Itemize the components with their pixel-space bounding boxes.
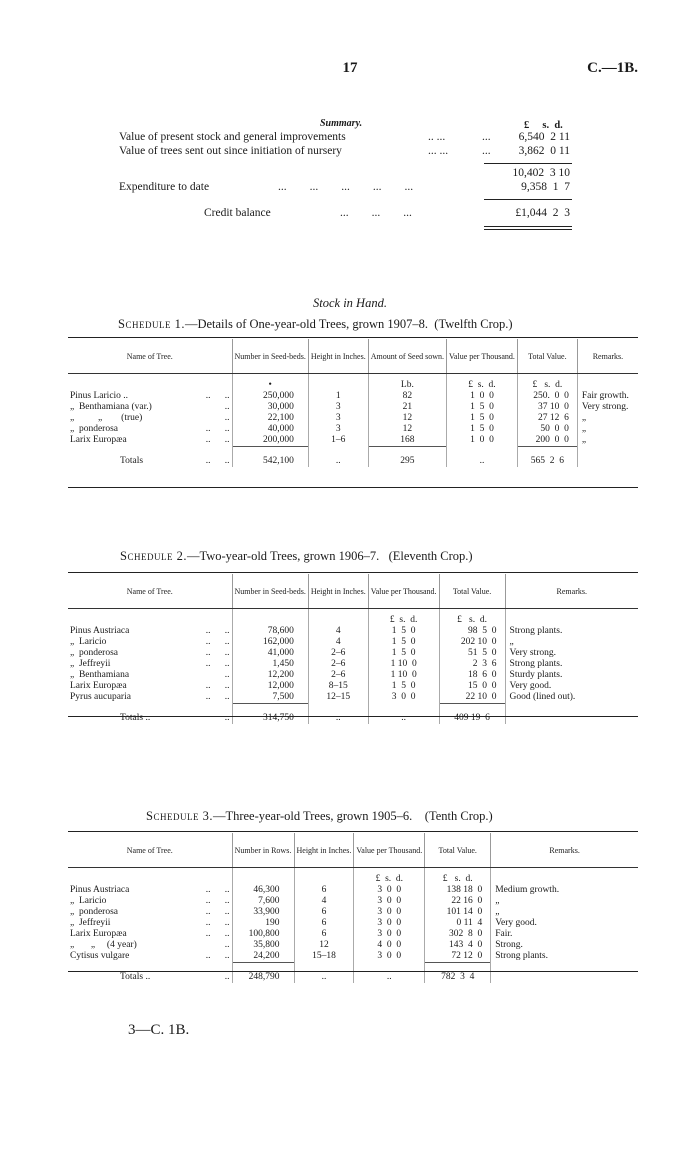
height-cell: 2–6 xyxy=(308,659,368,670)
height-cell: 3 xyxy=(308,413,368,424)
expenditure-label: Expenditure to date xyxy=(119,181,210,193)
table-row xyxy=(68,929,638,940)
column-header: Total Value. xyxy=(425,833,491,868)
total-cell: 302 8 0 xyxy=(425,929,491,940)
number-cell: 190 xyxy=(232,918,294,929)
table-row xyxy=(68,391,638,402)
tree-name xyxy=(68,896,232,907)
unit-label: £ s. d. xyxy=(425,868,491,886)
tree-name xyxy=(68,626,232,637)
value-cell: 3 0 0 xyxy=(354,918,425,929)
summary-row-label: Value of present stock and general improvements xyxy=(119,131,346,143)
remarks-cell: „ xyxy=(577,413,638,424)
total-cell: 15 0 0 xyxy=(439,681,505,692)
height-cell: 2–6 xyxy=(308,648,368,659)
number-cell: 46,300 xyxy=(232,885,294,896)
schedule-1-top-rule xyxy=(68,337,638,338)
totals-label: Totals .. xyxy=(120,971,151,982)
remarks-cell: Very strong. xyxy=(577,402,638,413)
totals-label: Totals .. xyxy=(120,712,151,723)
height-cell: 6 xyxy=(294,907,354,918)
total-cell: 202 10 0 xyxy=(439,637,505,648)
double-rule-top xyxy=(484,226,572,227)
table-row xyxy=(68,659,638,670)
number-cell: 100,800 xyxy=(232,929,294,940)
amount-cell: 12 xyxy=(368,424,446,435)
total-number: 542,100 xyxy=(232,447,308,468)
column-header: Remarks. xyxy=(505,574,638,609)
table-row xyxy=(68,940,638,951)
summary-rule xyxy=(484,199,572,200)
tree-name xyxy=(68,951,232,963)
total-value: .. xyxy=(447,447,518,468)
tree-name-label: Pinus Laricio .. xyxy=(70,391,129,401)
column-header: Remarks. xyxy=(491,833,638,868)
amount-cell: 21 xyxy=(368,402,446,413)
tree-name xyxy=(68,885,232,896)
column-header: Name of Tree. xyxy=(68,574,232,609)
schedule-2-top-rule xyxy=(68,572,638,573)
number-cell: 250,000 xyxy=(232,391,308,402)
tree-name xyxy=(68,648,232,659)
height-cell: 12–15 xyxy=(308,692,368,704)
schedule-1-table xyxy=(68,339,638,467)
column-header: Height in Inches. xyxy=(308,574,368,609)
units-row xyxy=(68,374,638,392)
number-cell: 78,600 xyxy=(232,626,308,637)
summary-row-leader: .. ... xyxy=(428,131,446,143)
table-row xyxy=(68,626,638,637)
summary-dots: ... xyxy=(482,131,491,143)
total-cell: 50 0 0 xyxy=(517,424,577,435)
value-cell: 3 0 0 xyxy=(354,907,425,918)
leader-dots: .. .. xyxy=(205,391,230,401)
number-cell: 40,000 xyxy=(232,424,308,435)
column-header: Height in Inches. xyxy=(294,833,354,868)
table-header-row xyxy=(68,833,638,868)
schedule-2-bottom-rule xyxy=(68,716,638,717)
remarks-cell: „ xyxy=(491,896,638,907)
column-header: Amount of Seed sown. xyxy=(368,339,446,374)
leader-dots: .. .. xyxy=(205,659,230,669)
expenditure-amount: 9,358 1 7 xyxy=(521,181,570,193)
unit-label: £ s. d. xyxy=(447,374,518,392)
table-row xyxy=(68,681,638,692)
height-cell: 4 xyxy=(308,637,368,648)
value-cell: 1 5 0 xyxy=(447,413,518,424)
tree-name-label: Cytisus vulgare xyxy=(70,951,130,961)
value-cell: 1 0 0 xyxy=(447,435,518,447)
tree-name xyxy=(68,907,232,918)
schedule-2-title: Schedule 2.—Two-year-old Trees, grown 1906–7. (Eleventh Crop.) xyxy=(120,549,473,563)
total-cell: 72 12 0 xyxy=(425,951,491,963)
value-cell: 1 5 0 xyxy=(368,626,439,637)
tree-name xyxy=(68,659,232,670)
tree-name-label: Larix Europæa xyxy=(70,681,127,691)
total-cell: 27 12 6 xyxy=(517,413,577,424)
unit-label: £ s. d. xyxy=(517,374,577,392)
totals-row xyxy=(68,704,638,725)
value-cell: 1 5 0 xyxy=(447,424,518,435)
total-cell: 0 11 4 xyxy=(425,918,491,929)
amount-cell: 12 xyxy=(368,413,446,424)
remarks-cell: Strong plants. xyxy=(491,951,638,963)
totals-label: Totals xyxy=(120,455,144,466)
total-height: .. xyxy=(308,447,368,468)
table-row xyxy=(68,692,638,704)
number-cell: 30,000 xyxy=(232,402,308,413)
leader-dots: .. .. xyxy=(205,907,230,917)
table-row xyxy=(68,896,638,907)
column-header: Total Value. xyxy=(517,339,577,374)
leader-dots: .. .. xyxy=(205,626,230,636)
remarks-cell: Strong plants. xyxy=(505,659,638,670)
table-row xyxy=(68,951,638,963)
number-cell: 1,450 xyxy=(232,659,308,670)
footer-signature: 3—C. 1B. xyxy=(128,1022,190,1038)
credit-leader: ... ... ... xyxy=(340,207,412,219)
leader-dots: .. .. xyxy=(205,929,230,939)
totals-row xyxy=(68,447,638,468)
summary-row-leader: ... ... xyxy=(428,145,449,157)
schedule-3-table xyxy=(68,833,638,983)
number-cell: 12,000 xyxy=(232,681,308,692)
leader-dots: .. xyxy=(224,670,230,680)
column-header: Name of Tree. xyxy=(68,833,232,868)
credit-label: Credit balance xyxy=(204,207,271,219)
height-cell: 1 xyxy=(308,391,368,402)
table-row xyxy=(68,637,638,648)
amount-cell: 168 xyxy=(368,435,446,447)
column-header: Number in Rows. xyxy=(232,833,294,868)
leader-dots: .. .. xyxy=(205,637,230,647)
table-row xyxy=(68,670,638,681)
leader-dots: .. xyxy=(224,940,230,950)
unit-label: £ s. d. xyxy=(439,609,505,627)
tree-name-label: Larix Europæa xyxy=(70,929,127,939)
schedule-2-table xyxy=(68,574,638,724)
height-cell: 2–6 xyxy=(308,670,368,681)
leader-dots: .. .. xyxy=(205,424,230,434)
tree-name xyxy=(68,918,232,929)
number-cell: 22,100 xyxy=(232,413,308,424)
total-cell: 143 4 0 xyxy=(425,940,491,951)
column-header: Name of Tree. xyxy=(68,339,232,374)
leader-dots: .. xyxy=(224,712,230,723)
schedule-1-bottom-rule xyxy=(68,487,638,488)
total-cell: 250. 0 0 xyxy=(517,391,577,402)
value-cell: 1 5 0 xyxy=(368,681,439,692)
total-value: .. xyxy=(354,963,425,984)
total-cell: 138 18 0 xyxy=(425,885,491,896)
column-header: Total Value. xyxy=(439,574,505,609)
leader-dots: .. .. xyxy=(205,648,230,658)
summary-row-label: Value of trees sent out since initiation of nursery xyxy=(119,145,342,157)
tree-name-label: „ Jeffreyii xyxy=(70,659,111,669)
height-cell: 15–18 xyxy=(294,951,354,963)
units-row xyxy=(68,868,638,886)
column-header: Height in Inches. xyxy=(308,339,368,374)
remarks-cell: „ xyxy=(577,424,638,435)
number-cell: 41,000 xyxy=(232,648,308,659)
total-height: .. xyxy=(308,704,368,725)
tree-name xyxy=(68,940,232,951)
total-value: .. xyxy=(368,704,439,725)
leader-dots: .. .. xyxy=(205,885,230,895)
tree-name-label: Pinus Austriaca xyxy=(70,885,130,895)
table-header-row xyxy=(68,339,638,374)
column-header: Value per Thousand. xyxy=(368,574,439,609)
units-row xyxy=(68,609,638,627)
tree-name xyxy=(68,402,232,413)
table-row xyxy=(68,413,638,424)
remarks-cell: „ xyxy=(505,637,638,648)
number-cell: 24,200 xyxy=(232,951,294,963)
leader-dots: .. .. xyxy=(205,435,230,445)
total-cell: 22 10 0 xyxy=(439,692,505,704)
table-row xyxy=(68,435,638,447)
column-header: Number in Seed-beds. xyxy=(232,339,308,374)
table-row xyxy=(68,918,638,929)
height-cell: 8–15 xyxy=(308,681,368,692)
height-cell: 4 xyxy=(308,626,368,637)
summary-row-amount: 6,540 2 11 xyxy=(518,131,570,143)
remarks-cell: Good (lined out). xyxy=(505,692,638,704)
total-value-sum: 782 3 4 xyxy=(425,963,491,984)
table-row xyxy=(68,424,638,435)
credit-amount: £1,044 2 3 xyxy=(515,207,570,219)
summary-row-amount: 3,862 0 11 xyxy=(518,145,570,157)
value-cell: 1 5 0 xyxy=(368,637,439,648)
tree-name-label: Pyrus aucuparia xyxy=(70,692,131,702)
height-cell: 12 xyxy=(294,940,354,951)
schedule-1-title: Schedule 1.—Details of One-year-old Trees, grown 1907–8. (Twelfth Crop.) xyxy=(118,317,513,331)
number-cell: 12,200 xyxy=(232,670,308,681)
height-cell: 6 xyxy=(294,918,354,929)
number-cell: 35,800 xyxy=(232,940,294,951)
summary-title: Summary. xyxy=(320,118,363,129)
remarks-cell: „ xyxy=(577,435,638,447)
tree-name xyxy=(68,413,232,424)
value-cell: 3 0 0 xyxy=(354,951,425,963)
number-cell: 200,000 xyxy=(232,435,308,447)
tree-name-label: „ Laricio xyxy=(70,637,107,647)
total-number: 248,790 xyxy=(232,963,294,984)
table-row xyxy=(68,402,638,413)
total-cell: 37 10 0 xyxy=(517,402,577,413)
tree-name xyxy=(68,391,232,402)
leader-dots: .. .. xyxy=(205,455,230,466)
schedule-3-title: Schedule 3.—Three-year-old Trees, grown 1905–6. (Tenth Crop.) xyxy=(146,809,493,823)
remarks-cell: Strong. xyxy=(491,940,638,951)
table-header-row xyxy=(68,574,638,609)
total-cell: 200 0 0 xyxy=(517,435,577,447)
number-cell: 33,900 xyxy=(232,907,294,918)
tree-name xyxy=(68,637,232,648)
table-row xyxy=(68,885,638,896)
value-cell: 1 10 0 xyxy=(368,659,439,670)
tree-name xyxy=(68,424,232,435)
tree-name xyxy=(68,692,232,704)
number-cell: 162,000 xyxy=(232,637,308,648)
total-cell: 101 14 0 xyxy=(425,907,491,918)
tree-name-label: „ Benthamiana (var.) xyxy=(70,402,152,412)
leader-dots: .. xyxy=(224,971,230,982)
column-header: Value per Thousand. xyxy=(354,833,425,868)
total-cell: 22 16 0 xyxy=(425,896,491,907)
total-value-sum: 565 2 6 xyxy=(517,447,577,468)
height-cell: 3 xyxy=(308,424,368,435)
number-cell: 7,600 xyxy=(232,896,294,907)
tree-name-label: „ ponderosa xyxy=(70,907,119,917)
remarks-cell: Sturdy plants. xyxy=(505,670,638,681)
summary-subtotal: 10,402 3 10 xyxy=(512,167,570,179)
tree-name-label: „ Benthamiana xyxy=(70,670,130,680)
stock-title: Stock in Hand. xyxy=(313,296,387,310)
number-cell: 7,500 xyxy=(232,692,308,704)
remarks-cell: Strong plants. xyxy=(505,626,638,637)
unit-label: Lb. xyxy=(368,374,446,392)
remarks-cell: Very strong. xyxy=(505,648,638,659)
page-number: 17 xyxy=(342,60,358,76)
total-number: 314,750 xyxy=(232,704,308,725)
unit-label: £ s. d. xyxy=(354,868,425,886)
value-cell: 1 10 0 xyxy=(368,670,439,681)
summary-currency-header: £ s. d. xyxy=(524,120,563,131)
table-row xyxy=(68,648,638,659)
height-cell: 1–6 xyxy=(308,435,368,447)
tree-name-label: „ „ (4 year) xyxy=(70,940,137,950)
remarks-cell: Fair. xyxy=(491,929,638,940)
summary-dots: ... xyxy=(482,145,491,157)
total-cell: 2 3 6 xyxy=(439,659,505,670)
leader-dots: .. .. xyxy=(205,896,230,906)
height-cell: 4 xyxy=(294,896,354,907)
expenditure-leader: ... ... ... ... ... xyxy=(278,181,414,193)
leader-dots: .. .. xyxy=(205,692,230,702)
unit-label: • xyxy=(232,374,308,392)
tree-name-label: Pinus Austriaca xyxy=(70,626,130,636)
total-cell: 18 6 0 xyxy=(439,670,505,681)
column-header: Remarks. xyxy=(577,339,638,374)
summary-subtotal-rule xyxy=(484,163,572,164)
tree-name-label: „ Jeffreyii xyxy=(70,918,111,928)
tree-name-label: Larix Europæa xyxy=(70,435,127,445)
document-reference: C.—1B. xyxy=(587,60,638,76)
tree-name xyxy=(68,670,232,681)
column-header: Number in Seed-beds. xyxy=(232,574,308,609)
value-cell: 3 0 0 xyxy=(368,692,439,704)
unit-label: £ s. d. xyxy=(368,609,439,627)
remarks-cell: Medium growth. xyxy=(491,885,638,896)
leader-dots: .. .. xyxy=(205,918,230,928)
amount-cell: 82 xyxy=(368,391,446,402)
double-rule-bottom xyxy=(484,229,572,230)
height-cell: 3 xyxy=(308,402,368,413)
value-cell: 1 5 0 xyxy=(447,402,518,413)
value-cell: 1 5 0 xyxy=(368,648,439,659)
total-cell: 51 5 0 xyxy=(439,648,505,659)
value-cell: 1 0 0 xyxy=(447,391,518,402)
leader-dots: .. xyxy=(224,413,230,423)
totals-row xyxy=(68,963,638,984)
tree-name xyxy=(68,435,232,447)
tree-name xyxy=(68,681,232,692)
height-cell: 6 xyxy=(294,929,354,940)
leader-dots: .. .. xyxy=(205,951,230,961)
value-cell: 4 0 0 xyxy=(354,940,425,951)
value-cell: 3 0 0 xyxy=(354,896,425,907)
remarks-cell: „ xyxy=(491,907,638,918)
total-amount: 295 xyxy=(368,447,446,468)
height-cell: 6 xyxy=(294,885,354,896)
total-height: .. xyxy=(294,963,354,984)
tree-name-label: „ ponderosa xyxy=(70,424,119,434)
leader-dots: .. .. xyxy=(205,681,230,691)
tree-name-label: „ „ (true) xyxy=(70,413,143,423)
remarks-cell: Very good. xyxy=(491,918,638,929)
remarks-cell: Very good. xyxy=(505,681,638,692)
total-value-sum: 409 19 6 xyxy=(439,704,505,725)
value-cell: 3 0 0 xyxy=(354,885,425,896)
leader-dots: .. xyxy=(224,402,230,412)
total-cell: 98 5 0 xyxy=(439,626,505,637)
column-header: Value per Thousand. xyxy=(447,339,518,374)
tree-name-label: „ ponderosa xyxy=(70,648,119,658)
table-row xyxy=(68,907,638,918)
value-cell: 3 0 0 xyxy=(354,929,425,940)
schedule-3-bottom-rule xyxy=(68,971,638,972)
tree-name-label: „ Laricio xyxy=(70,896,107,906)
tree-name xyxy=(68,929,232,940)
remarks-cell: Fair growth. xyxy=(577,391,638,402)
schedule-3-top-rule xyxy=(68,831,638,832)
